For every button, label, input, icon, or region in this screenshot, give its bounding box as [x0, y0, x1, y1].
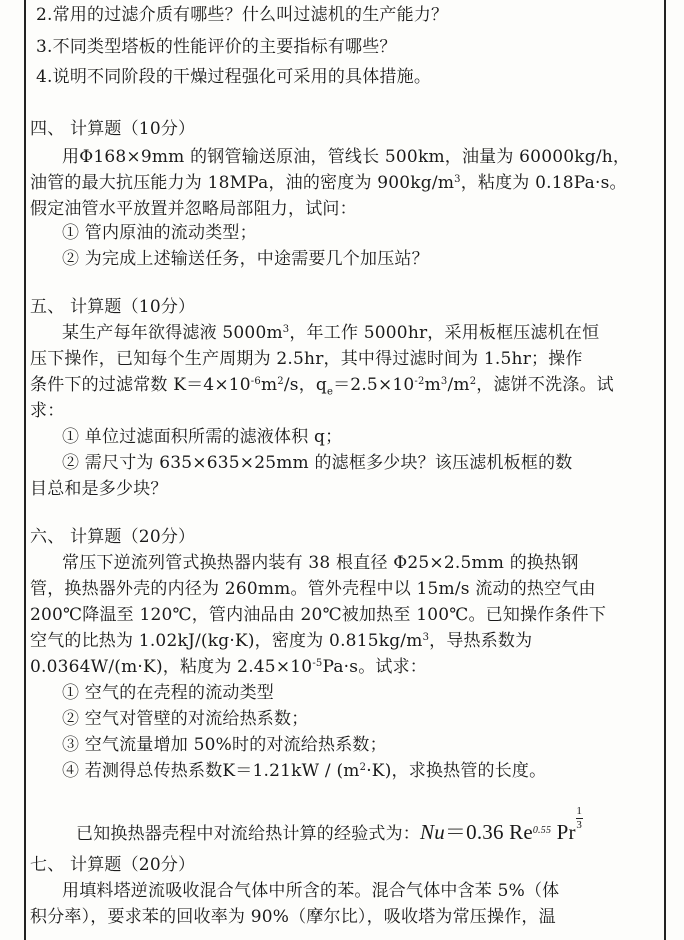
text-line: 假定油管水平放置并忽略局部阻力，试问： [30, 199, 357, 219]
text-line: 求： [30, 401, 65, 421]
question-line: 3.不同类型塔板的性能评价的主要指标有哪些？ [36, 37, 397, 57]
text-line: 200℃降温至 120℃，管内油品由 20℃被加热至 100℃。已知操作条件下 [30, 605, 607, 625]
sub-question: ④ 若测得总传热系数$K=1.21kW / (m^2\cdot K)$，求换热管的长度。 [62, 761, 547, 781]
sub-question: ① 管内原油的流动类型； [62, 223, 257, 243]
text-line: 条件下的过滤常数 $K=4\times 10^{-6}m^2/s$，$q_e=2.5\times 10^{-2}m^3/m^2$，滤饼不洗涤。试 [30, 375, 614, 398]
text-line: 管，换热器外壳的内径为 260mm。管外壳程中以 15m/s 流动的热空气由 [30, 579, 596, 599]
sub-question: ③ 空气流量增加 50%时的对流给热系数； [62, 735, 387, 755]
sub-question: ① 单位过滤面积所需的滤液体积 q； [62, 427, 343, 447]
question-line: 4.说明不同阶段的干燥过程强化可采用的具体措施。 [36, 67, 432, 87]
text-line: 用Φ168×9mm 的钢管输送原油，管线长 500km，油量为 60000kg/h， [62, 147, 631, 167]
one-third-fraction: $\frac{1}{3}$ [576, 805, 583, 831]
text-line: 0.0364W/(m·K)，粘度为 $2.45\times 10^{-5}Pa\cdot s$。试求： [30, 657, 428, 677]
question-line: 2.常用的过滤介质有哪些？什么叫过滤机的生产能力？ [36, 5, 449, 25]
right-border [664, 0, 666, 940]
text-line: 目总和是多少块？ [30, 479, 168, 499]
section-heading: 四、 计算题（10分） [30, 119, 196, 139]
formula-line: 已知换热器壳程中对流给热计算的经验式为：Nu＝0.36 $Re^{0.55}$ Pr $\frac{1}{3}$ [76, 805, 583, 844]
text-line: 某生产每年欲得滤液 $5000m^3$，年工作 5000hr，采用板框压滤机在恒 [62, 323, 600, 343]
text-line: 常压下逆流列管式换热器内装有 38 根直径 Φ25×2.5mm 的换热钢 [62, 553, 579, 573]
sub-question: ① 空气的在壳程的流动类型 [62, 683, 275, 703]
section-heading: 六、 计算题（20分） [30, 527, 196, 547]
nusselt-formula: Nu＝0.36 $Re^{0.55}$ Pr $\frac{1}{3}$ [420, 805, 583, 844]
text-line: 用填料塔逆流吸收混合气体中所含的苯。混合气体中含苯 5%（体 [62, 881, 560, 901]
text-line: 空气的比热为 1.02kJ/(kg·K)，密度为 $0.815kg/m^3$，导热系数为 [30, 631, 533, 651]
section-heading: 五、 计算题（10分） [30, 297, 196, 317]
sub-question: ② 空气对管壁的对流给热系数； [62, 709, 309, 729]
sub-question: ② 为完成上述输送任务，中途需要几个加压站？ [62, 249, 429, 269]
sub-question: ② 需尺寸为 635×635×25mm 的滤框多少块？该压滤机板框的数 [62, 453, 573, 473]
text-line: 积分率），要求苯的回收率为 90%（摩尔比），吸收塔为常压操作，温 [30, 907, 556, 927]
text-line: 压下操作，已知每个生产周期为 2.5hr，其中得过滤时间为 1.5hr；操作 [30, 349, 583, 369]
left-border [24, 0, 26, 940]
text-line: 油管的最大抗压能力为 18MPa，油的密度为 $900kg/m^3$，粘度为 0.18Pa·s。 [30, 173, 627, 193]
section-heading: 七、 计算题（20分） [30, 855, 196, 875]
